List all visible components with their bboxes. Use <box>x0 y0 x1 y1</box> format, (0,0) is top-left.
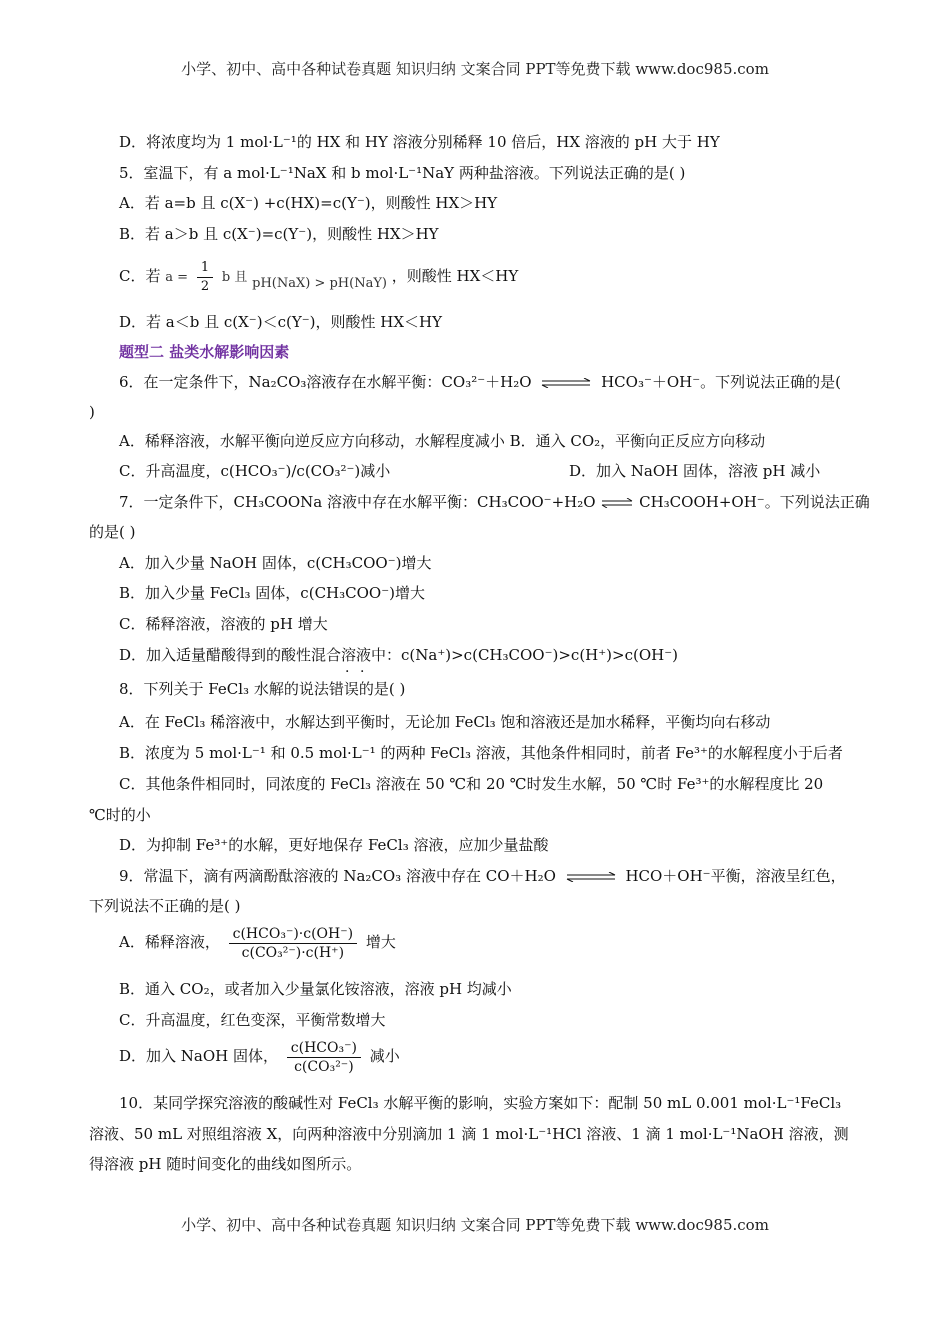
q5-option-c: C．若 a = $\frac{1}{2}$ b 且 pH(NaX) > pH(NaY) ，则酸性 HX＜HY <box>119 259 519 294</box>
q9-a-fraction: $\frac{\text{c(HCO₃⁻)·c(OH⁻)}}{\text{c(CO₃²⁻)·c(H⁺)}}$ <box>229 925 357 962</box>
q5-c-fraction: $\frac{1}{2}$ <box>197 259 213 296</box>
page-header: 小学、初中、高中各种试卷真题 知识归纳 文案合同 PPT等免费下载 www.doc985.com <box>181 60 769 78</box>
q8-option-c-line1: C．其他条件相同时，同浓度的 FeCl₃ 溶液在 50 ℃和 20 ℃时发生水解，50 ℃时 Fe³⁺的水解程度比 20 <box>119 775 824 793</box>
q9-d-fraction: $\frac{\text{c(HCO₃⁻)}}{\text{c(CO₃²⁻)}}$ <box>287 1039 361 1076</box>
q6-option-c: C．升高温度，c(HCO₃⁻)/c(CO₃²⁻)减小 <box>119 462 391 480</box>
q5-c-a-equals: a = <box>165 270 189 285</box>
q6-stem-end: ) <box>89 403 95 421</box>
q7-option-d: D．加入适量醋酸得到的酸性混合溶液中：c(Na⁺)>c(CH₃COO⁻)>c(H⁺)>c(OH⁻) <box>119 646 678 664</box>
q8-option-d: D．为抑制 Fe³⁺的水解，更好地保存 FeCl₃ 溶液，应加少量盐酸 <box>119 836 549 854</box>
q5-option-b: B．若 a＞b 且 c(X⁻)=c(Y⁻)，则酸性 HX＞HY <box>119 225 439 243</box>
q5-option-d: D．若 a＜b 且 c(X⁻)＜c(Y⁻)，则酸性 HX＜HY <box>119 313 443 331</box>
q7-option-b: B．加入少量 FeCl₃ 固体，c(CH₃COO⁻)增大 <box>119 584 425 602</box>
q4-option-d: D．将浓度均为 1 mol·L⁻¹的 HX 和 HY 溶液分别稀释 10 倍后，HX 溶液的 pH 大于 HY <box>119 133 720 151</box>
q10-line1: 10．某同学探究溶液的酸碱性对 FeCl₃ 水解平衡的影响，实验方案如下：配制 50 mL 0.001 mol·L⁻¹FeCl₃ <box>119 1094 842 1112</box>
q9-option-d: D．加入 NaOH 固体， $\frac{\text{c(HCO₃⁻)}}{\text{c(CO₃²⁻)}}$ 减小 <box>119 1039 400 1075</box>
q8-option-c-line2: ℃时的小 <box>89 806 151 824</box>
equilibrium-arrow-icon <box>601 498 633 508</box>
equilibrium-arrow-icon <box>540 378 592 388</box>
q7-option-c: C．稀释溶液，溶液的 pH 增大 <box>119 615 328 633</box>
q7-stem-end: 的是( ) <box>89 523 136 541</box>
emphasis-dot: · <box>345 664 350 680</box>
q8-option-b: B．浓度为 5 mol·L⁻¹ 和 0.5 mol·L⁻¹ 的两种 FeCl₃ 溶液，其他条件相同时，前者 Fe³⁺的水解程度小于后者 <box>119 744 843 762</box>
q9-stem: 9．常温下，滴有两滴酚酞溶液的 Na₂CO₃ 溶液中存在 CO＋H₂O HCO＋OH⁻平衡，溶液呈红色， <box>119 867 846 885</box>
equilibrium-arrow-icon <box>565 872 617 882</box>
q8-option-a: A．在 FeCl₃ 稀溶液中，水解达到平衡时，无论加 FeCl₃ 饱和溶液还是加水稀释，平衡均向右移动 <box>119 713 771 731</box>
q9-stem-end: 下列说法不正确的是( ) <box>89 897 241 915</box>
q9-option-c: C．升高温度，红色变深，平衡常数增大 <box>119 1011 386 1029</box>
q5-option-a: A．若 a=b 且 c(X⁻) +c(HX)=c(Y⁻)，则酸性 HX＞HY <box>119 194 498 212</box>
q7-stem: 7．一定条件下，CH₃COONa 溶液中存在水解平衡：CH₃COO⁻+H₂O CH₃COOH+OH⁻。下列说法正确 <box>119 493 870 511</box>
emphasis-dot: · <box>360 664 365 680</box>
q10-line3: 得溶液 pH 随时间变化的曲线如图所示。 <box>89 1155 362 1173</box>
q9-option-a: A．稀释溶液， $\frac{\text{c(HCO₃⁻)·c(OH⁻)}}{\text{c(CO₃²⁻)·c(H⁺)}}$ 增大 <box>119 925 396 961</box>
q6-option-d: D．加入 NaOH 固体，溶液 pH 减小 <box>569 462 821 480</box>
q10-line2: 溶液、50 mL 对照组溶液 X，向两种溶液中分别滴加 1 滴 1 mol·L⁻¹HCl 溶液、1 滴 1 mol·L⁻¹NaOH 溶液，测 <box>89 1125 849 1143</box>
q8-stem: 8．下列关于 FeCl₃ 水解的说法错误的是( ) <box>119 680 406 698</box>
q6-stem: 6．在一定条件下，Na₂CO₃溶液存在水解平衡：CO₃²⁻＋H₂O HCO₃⁻＋OH⁻。下列说法正确的是( <box>119 373 842 391</box>
q7-option-a: A．加入少量 NaOH 固体，c(CH₃COO⁻)增大 <box>119 554 432 572</box>
q9-option-b: B．通入 CO₂，或者加入少量氯化铵溶液，溶液 pH 均减小 <box>119 980 512 998</box>
q5-stem: 5．室温下，有 a mol·L⁻¹NaX 和 b mol·L⁻¹NaY 两种盐溶液。下列说法正确的是( ) <box>119 164 686 182</box>
q6-options-ab: A．稀释溶液，水解平衡向逆反应方向移动，水解程度减小 B．通入 CO₂，平衡向正反应方向移动 <box>119 432 766 450</box>
page-footer: 小学、初中、高中各种试卷真题 知识归纳 文案合同 PPT等免费下载 www.doc985.com <box>181 1216 769 1234</box>
section-title-2: 题型二 盐类水解影响因素 <box>119 343 290 361</box>
q5-c-ph-condition: pH(NaX) > pH(NaY) <box>252 276 387 291</box>
